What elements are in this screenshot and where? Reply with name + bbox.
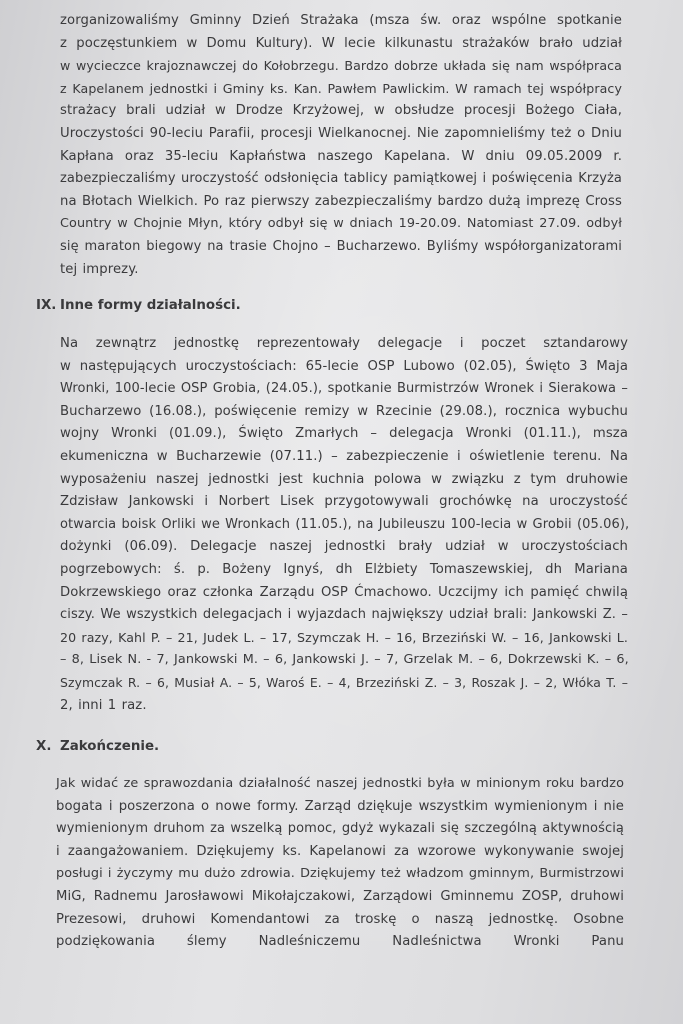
text-line: zorganizowaliśmy Gminny Dzień Strażaka (msza św. oraz wspólne spotkanie (60, 13, 622, 28)
text-line: zabezpieczaliśmy uroczystość odsłonięcia tablicy pamiątkowej i poświęcenia Krzyża (60, 171, 622, 187)
text-line: pogrzebowych: ś. p. Bożeny Ignyś, dh Elżbiety Tomaszewskiej, dh Mariana (60, 561, 628, 577)
text-line: otwarcia boisk Orliki we Wronkach (11.05.), na Jubileuszu 100-lecia w Grobii (05.06), (60, 516, 630, 532)
text-line: Zdzisław Jankowski i Norbert Lisek przygotowywali grochówkę na uroczystość (60, 494, 628, 510)
text-line: Prezesowi, druhowi Komendantowi za troskę o naszą jednostkę. Osobne (56, 911, 624, 927)
text-line: w wycieczce krajoznawczej do Kołobrzegu. Bardzo dobrze układa się nam współpraca (60, 58, 622, 74)
text-line: Wronki, 100-lecie OSP Grobia, (24.05.), spotkanie Burmistrzów Wronek i Sierakowa – (60, 381, 628, 397)
text-line: z Kapelanem jednostki i Gminy ks. Kan. Pawłem Pawlickim. W ramach tej współpracy (60, 80, 622, 96)
text-line: 2, inni 1 raz. (60, 697, 147, 713)
text-line: Jak widać ze sprawozdania działalność naszej jednostki była w minionym roku bardzo (56, 776, 624, 791)
text-line: się maraton biegowy na trasie Chojno – Bucharzewo. Byliśmy współorganizatorami (60, 238, 622, 254)
text-line: z poczęstunkiem w Domu Kultury). W lecie kilkunastu strażaków brało udział (60, 35, 622, 51)
section-number: X. (36, 739, 52, 754)
section-title: Inne formy działalności. (60, 298, 241, 313)
text-line: wyposażeniu naszej jednostki jest kuchnia polowa w związku z tym druhowie (60, 471, 628, 487)
paragraph-conclusion (56, 773, 624, 954)
text-line: ciszy. We wszystkich delegacjach i wyjazdach największy udział brali: Jankowski Z. – (60, 607, 628, 623)
text-line: Na zewnątrz jednostkę reprezentowały delegacje i poczet sztandarowy (60, 336, 628, 351)
paragraph-activities-continued (60, 10, 622, 281)
section-heading-other-activities (36, 296, 241, 316)
section-heading-conclusion (36, 737, 159, 757)
section-number: IX. (36, 298, 57, 313)
text-line: Bucharzewo (16.08.), poświęcenie remizy w Rzecinie (29.08.), rocznica wybuchu (60, 403, 628, 419)
text-line: Dokrzewskiego oraz członka Zarządu OSP Ćmachowo. Uczcijmy ich pamięć chwilą (60, 584, 628, 600)
text-line: Uroczystości 90-leciu Parafii, procesji Wielkanocnej. Nie zapomnieliśmy też o Dniu (60, 125, 622, 141)
text-line: Kapłana oraz 35-leciu Kapłaństwa naszego Kapelana. W dniu 09.05.2009 r. (60, 148, 622, 164)
text-line: na Błotach Wielkich. Po raz pierwszy zabezpieczaliśmy bardzo dużą imprezę Cross (60, 193, 622, 209)
text-line: posługi i życzymy mu dużo zdrowia. Dziękujemy też władzom gminnym, Burmistrzowi (56, 866, 624, 882)
text-line: wymienionym druhom za wszelką pomoc, gdyż wykazali się szczególną aktywnością (56, 821, 624, 837)
text-line: Country w Chojnie Młyn, który odbył się w dniach 19-20.09. Natomiast 27.09. odbył (60, 216, 622, 232)
text-line: Szymczak R. – 6, Musiał A. – 5, Waroś E. – 4, Brzeziński Z. – 3, Roszak J. – 2, Włóka T. – (60, 674, 628, 690)
text-line: – 8, Lisek N. - 7, Jankowski M. – 6, Jankowski J. – 7, Grzelak M. – 6, Dokrzewski K. – 6, (60, 652, 629, 668)
text-line: strażacy brali udział w Drodze Krzyżowej, w obsłudze procesji Bożego Ciała, (60, 103, 622, 119)
section-title: Zakończenie. (60, 739, 160, 754)
paragraph-other-activities (60, 333, 628, 717)
text-line: w następujących uroczystościach: 65-lecie OSP Lubowo (02.05), Święto 3 Maja (60, 358, 628, 374)
text-line: bogata i poszerzona o nowe formy. Zarząd dziękuje wszystkim wymienionym i nie (56, 798, 624, 814)
text-line: 20 razy, Kahl P. – 21, Judek L. – 17, Szymczak H. – 16, Brzeziński W. – 16, Jankowski L. (60, 629, 628, 645)
text-line: ekumeniczna w Bucharzewie (07.11.) – zabezpieczenie i oświetlenie terenu. Na (60, 448, 628, 464)
text-line: podziękowania ślemy Nadleśniczemu Nadleśnictwa Wronki Panu (56, 934, 624, 950)
text-line: wojny Wronki (01.09.), Święto Zmarłych – delegacja Wronki (01.11.), msza (60, 426, 628, 442)
text-line: MiG, Radnemu Jarosławowi Mikołajczakowi, Zarządowi Gminnemu ZOSP, druhowi (56, 888, 624, 904)
text-line: tej imprezy. (60, 261, 139, 277)
text-line: dożynki (06.09). Delegacje naszej jednostki brały udział w uroczystościach (60, 539, 628, 555)
text-line: i zaangażowaniem. Dziękujemy ks. Kapelanowi za wzorowe wykonywanie swojej (56, 843, 624, 859)
